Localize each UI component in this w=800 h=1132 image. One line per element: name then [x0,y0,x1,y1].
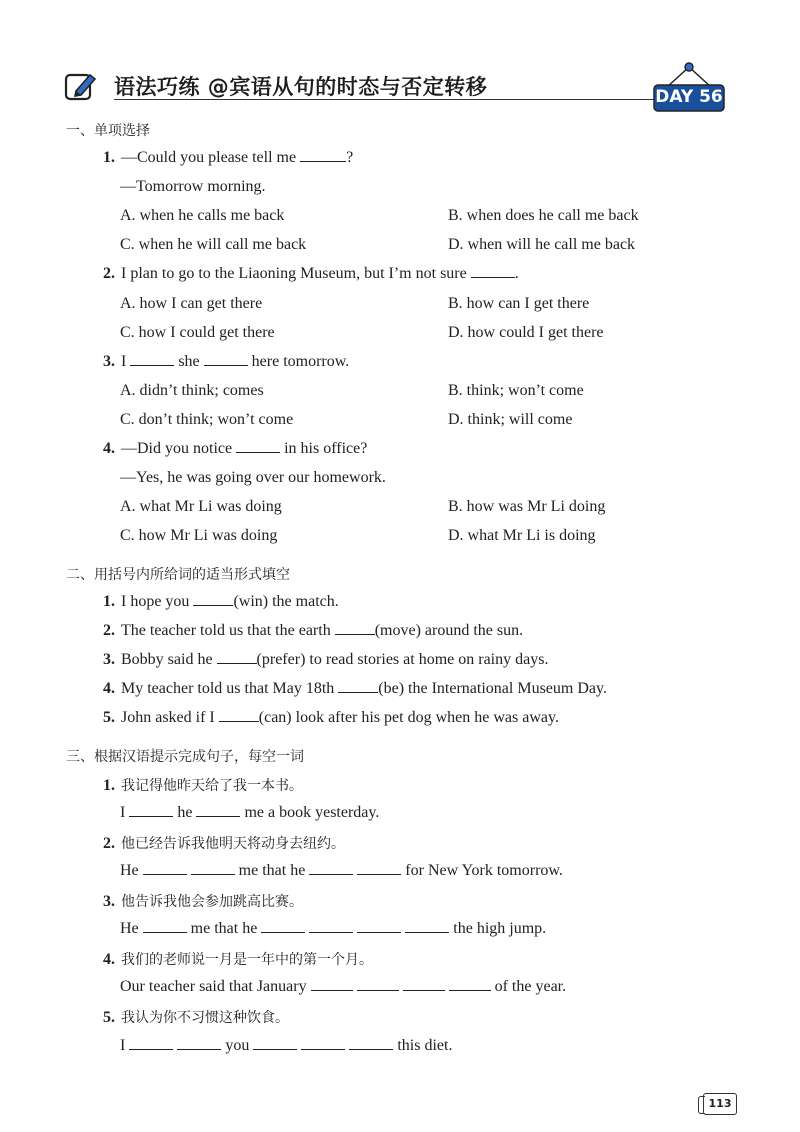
s2-item-1 [103,593,339,611]
answer-blank[interactable] [143,920,187,933]
option-d[interactable]: D. how could I get there [448,324,604,341]
option-c[interactable]: C. how Mr Li was doing [120,527,278,544]
question-number: 1. [103,777,115,794]
answer-blank[interactable] [204,353,248,366]
answer-blank[interactable] [301,1037,345,1050]
chinese-prompt: 他已经告诉我他明天将动身去纽约。 [121,836,345,852]
question-text: (be) the International Museum Day. [378,680,607,697]
question-text: she [178,353,200,370]
s3-item-5-prompt [103,1007,289,1027]
question-number: 1. [103,593,115,610]
s1-q4-response: —Yes, he was going over our homework. [120,469,386,486]
day-label: DAY 56 [655,87,723,107]
answer-blank[interactable] [338,680,378,693]
answer-blank[interactable] [130,353,174,366]
answer-blank[interactable] [300,149,346,162]
s1-question-2 [103,265,519,283]
answer-blank[interactable] [129,1037,173,1050]
s1-q1-response: —Tomorrow morning. [120,178,266,195]
chinese-prompt: 我记得他昨天给了我一本书。 [121,778,303,794]
question-number: 4. [103,440,115,457]
option-d[interactable]: D. when will he call me back [448,236,636,253]
option-b[interactable]: B. how was Mr Li doing [448,498,606,515]
sentence-text: Our teacher said that January [120,978,307,995]
s1-question-1 [103,149,353,167]
question-number: 3. [103,893,115,910]
chinese-prompt: 他告诉我他会参加跳高比赛。 [121,894,303,910]
answer-blank[interactable] [449,978,491,991]
s2-item-3 [103,651,548,669]
page-title: 语法巧练 @宾语从句的时态与否定转移 [114,75,488,99]
question-text: here tomorrow. [251,353,350,370]
sentence-text: me that he [190,920,258,937]
option-d[interactable]: D. think; will come [448,411,573,428]
answer-blank[interactable] [405,920,449,933]
option-a[interactable]: A. what Mr Li was doing [120,498,282,515]
s3-item-3-prompt [103,891,303,911]
question-number: 2. [103,835,115,852]
question-text: —Could you please tell me [121,149,297,166]
section1-heading: 一、单项选择 [66,123,150,139]
sentence-text: He [120,920,139,937]
question-number: 3. [103,651,115,668]
question-number: 5. [103,709,115,726]
option-c[interactable]: C. when he will call me back [120,236,307,253]
question-text: (prefer) to read stories at home on rainy days. [256,651,549,668]
answer-blank[interactable] [403,978,445,991]
s3-item-2-prompt [103,833,345,853]
question-number: 1. [103,149,115,166]
sentence-text: you [225,1037,250,1054]
sentence-text: me a book yesterday. [244,804,380,821]
question-text: I hope you [121,593,190,610]
question-text: I plan to go to the Liaoning Museum, but I’m not sure [121,265,467,282]
answer-blank[interactable] [309,920,353,933]
answer-blank[interactable] [311,978,353,991]
option-a[interactable]: A. didn’t think; comes [120,382,264,399]
page-header [64,64,744,114]
sentence-text: I [120,804,126,821]
question-number: 2. [103,265,115,282]
sentence-text: me that he [238,862,306,879]
answer-blank[interactable] [357,862,401,875]
chinese-prompt: 我们的老师说一月是一年中的第一个月。 [121,952,373,968]
question-text: in his office? [284,440,368,457]
section2-heading: 二、用括号内所给词的适当形式填空 [66,567,290,583]
question-text: (move) around the sun. [374,622,524,639]
question-text: —Did you notice [121,440,233,457]
s1-question-4 [103,440,367,458]
title-underline [114,99,684,100]
question-text: My teacher told us that May 18th [121,680,335,697]
s1-question-3 [103,353,349,371]
s2-item-5 [103,709,559,727]
answer-blank[interactable] [191,862,235,875]
answer-blank[interactable] [357,978,399,991]
option-c[interactable]: C. how I could get there [120,324,275,341]
s3-item-5-answer [120,1037,452,1055]
answer-blank[interactable] [357,920,401,933]
question-text: (can) look after his pet dog when he was away. [258,709,559,726]
sentence-text: He [120,862,139,879]
answer-blank[interactable] [261,920,305,933]
section3-heading: 三、根据汉语提示完成句子，每空一词 [66,749,304,765]
option-b[interactable]: B. when does he call me back [448,207,639,224]
option-b[interactable]: B. how can I get there [448,295,590,312]
answer-blank[interactable] [196,804,240,817]
pencil-notebook-icon [64,69,98,103]
sentence-text: I [120,1037,126,1054]
answer-blank[interactable] [217,651,257,664]
answer-blank[interactable] [335,622,375,635]
option-d[interactable]: D. what Mr Li is doing [448,527,596,544]
day-badge [653,61,725,113]
question-text: ? [346,149,354,166]
answer-blank[interactable] [309,862,353,875]
s3-item-1-answer [120,804,379,822]
option-c[interactable]: C. don’t think; won’t come [120,411,294,428]
question-text: I [121,353,127,370]
option-a[interactable]: A. how I can get there [120,295,263,312]
question-number: 5. [103,1009,115,1026]
sentence-text: the high jump. [453,920,547,937]
s3-item-2-answer [120,862,563,880]
question-text: Bobby said he [121,651,213,668]
question-number: 3. [103,353,115,370]
question-number: 2. [103,622,115,639]
answer-blank[interactable] [471,265,515,278]
s3-item-4-prompt [103,949,373,969]
option-b[interactable]: B. think; won’t come [448,382,584,399]
answer-blank[interactable] [219,709,259,722]
answer-blank[interactable] [349,1037,393,1050]
s3-item-3-answer [120,920,546,938]
question-number: 4. [103,680,115,697]
sentence-text: for New York tomorrow. [405,862,563,879]
question-text: John asked if I [121,709,215,726]
question-text: . [514,265,519,282]
answer-blank[interactable] [143,862,187,875]
option-a[interactable]: A. when he calls me back [120,207,285,224]
s3-item-4-answer [120,978,566,996]
answer-blank[interactable] [253,1037,297,1050]
answer-blank[interactable] [177,1037,221,1050]
sentence-text: this diet. [397,1037,453,1054]
page-number: 113 [703,1093,737,1115]
answer-blank[interactable] [193,593,233,606]
chinese-prompt: 我认为你不习惯这种饮食。 [121,1010,289,1026]
s3-item-1-prompt [103,775,303,795]
s2-item-4 [103,680,607,698]
answer-blank[interactable] [129,804,173,817]
s2-item-2 [103,622,523,640]
question-text: The teacher told us that the earth [121,622,331,639]
answer-blank[interactable] [236,440,280,453]
question-text: (win) the match. [233,593,339,610]
sentence-text: of the year. [494,978,567,995]
sentence-text: he [177,804,193,821]
question-number: 4. [103,951,115,968]
